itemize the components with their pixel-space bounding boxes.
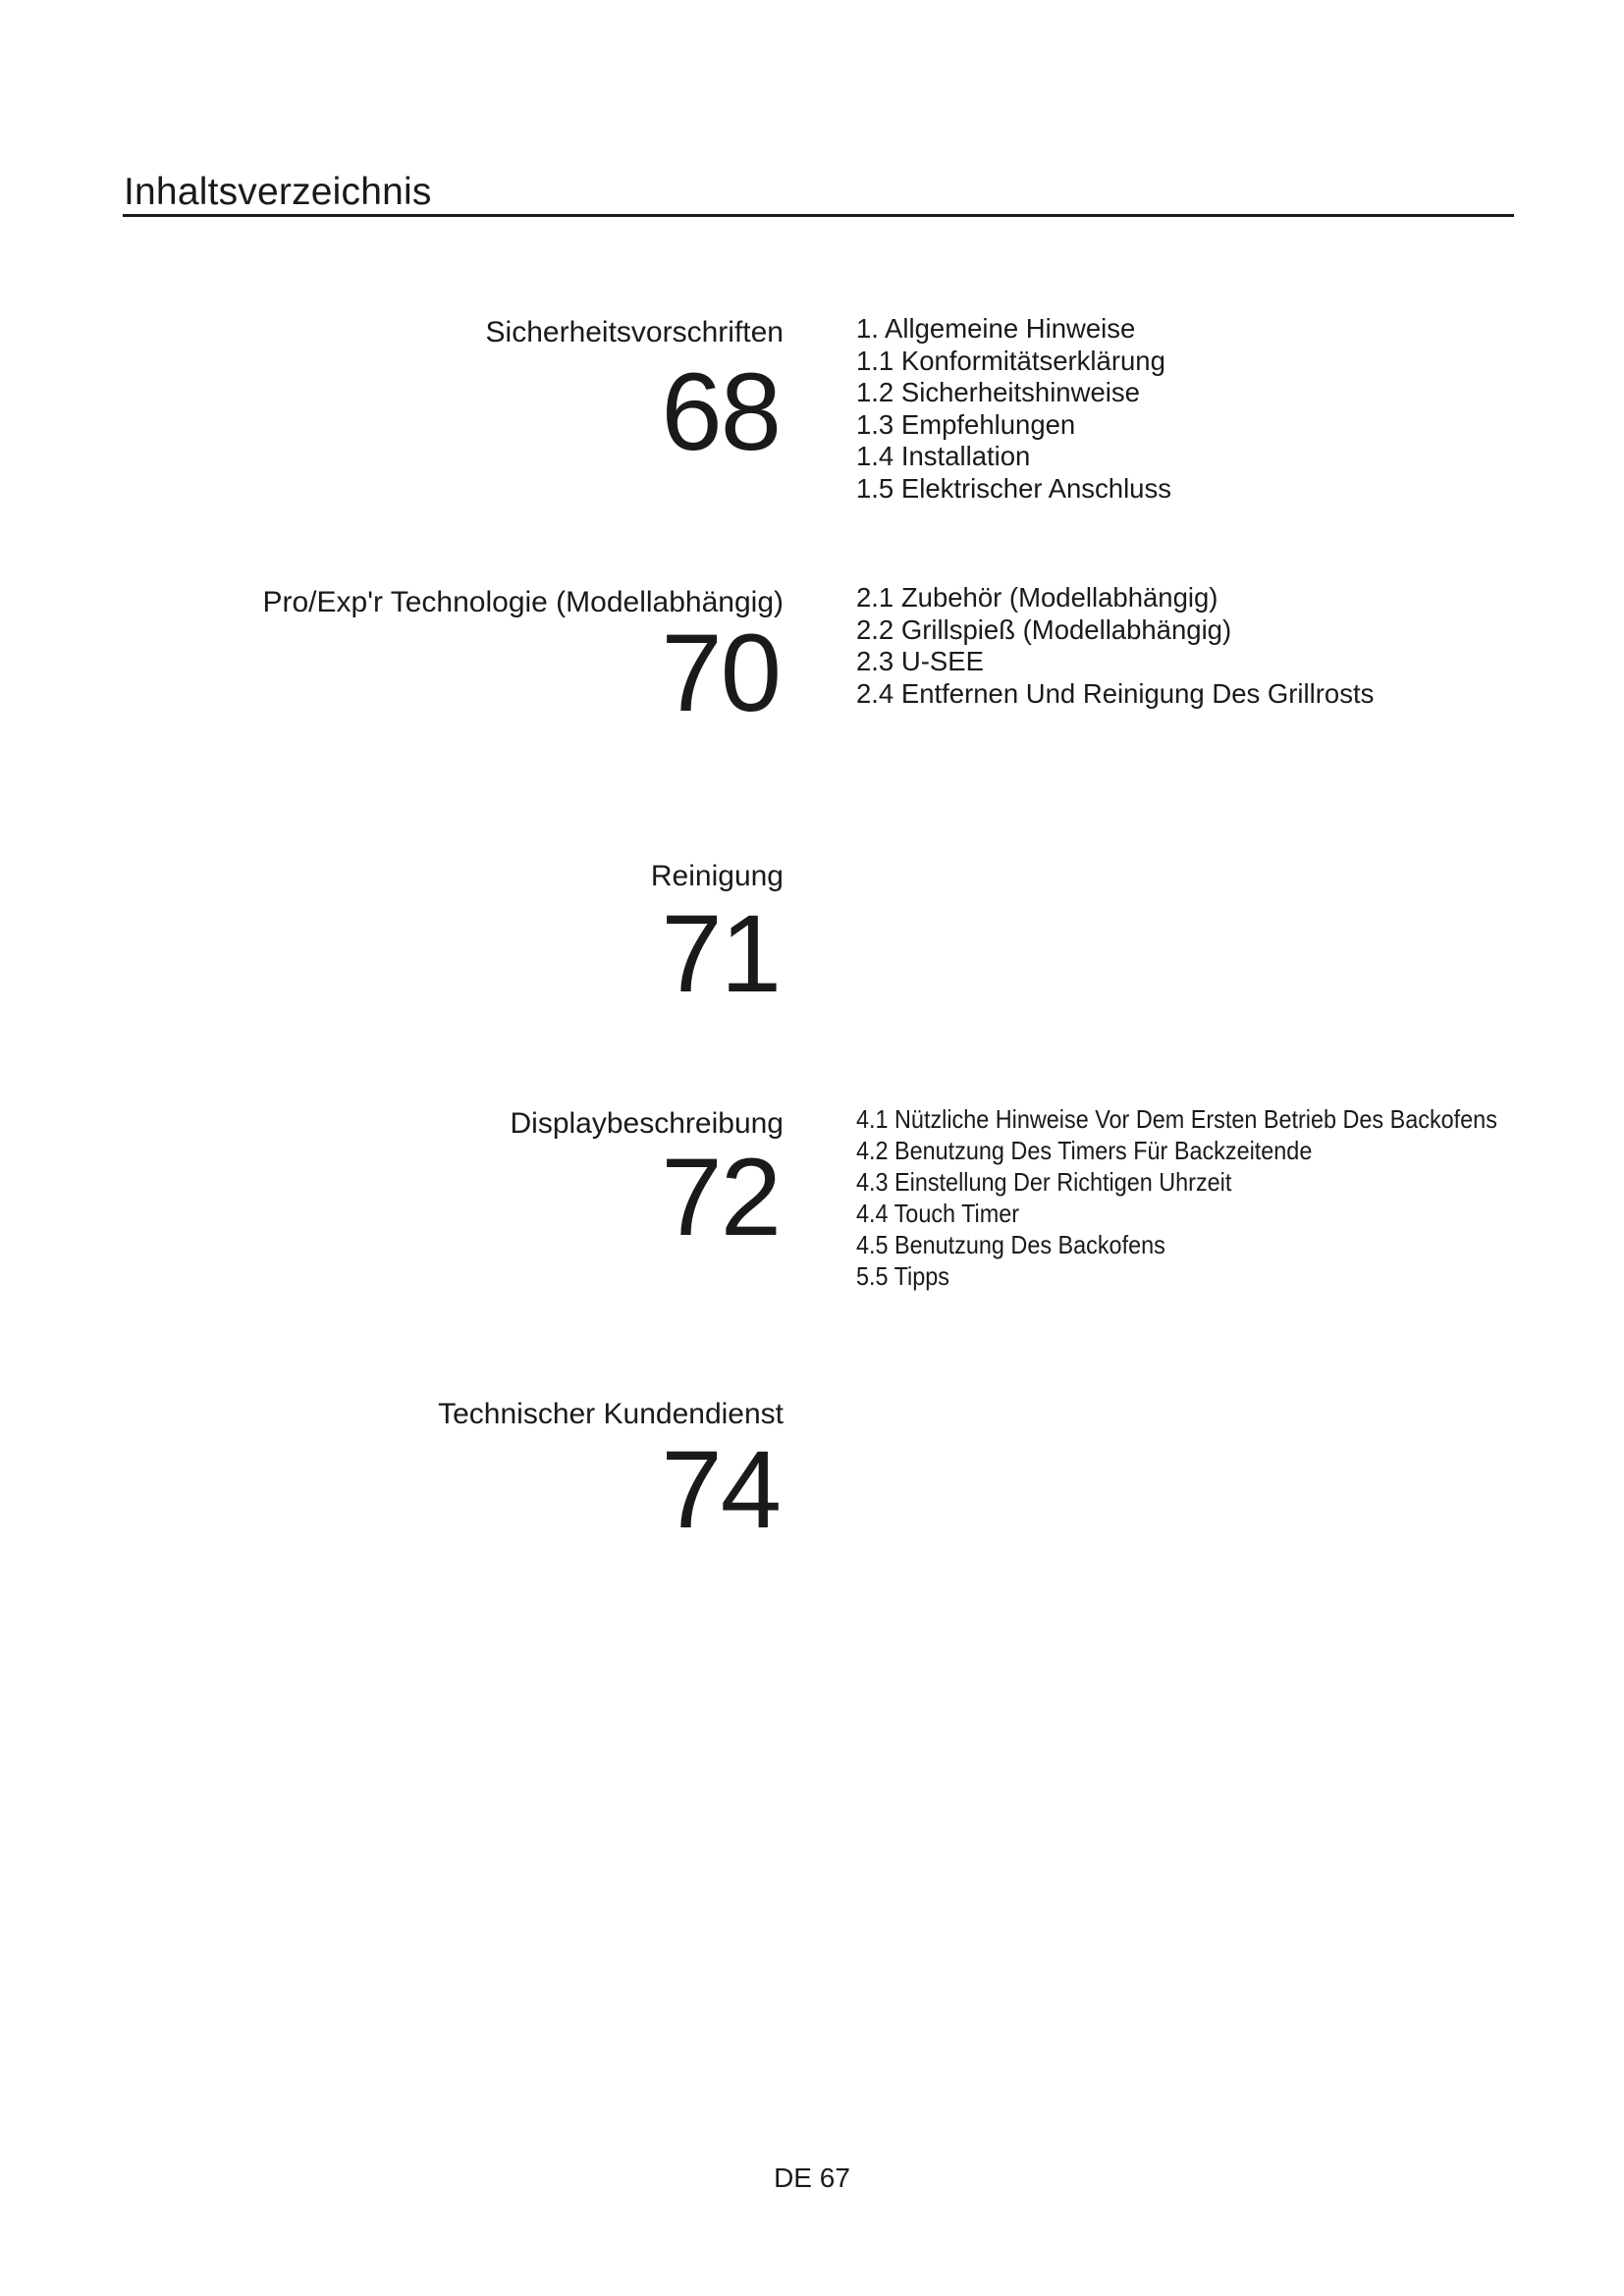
- section-page-number: 68: [661, 350, 780, 473]
- section-title: Pro/Exp'r Technologie (Modellabhängig): [262, 586, 784, 618]
- section-page-number: 70: [661, 612, 780, 734]
- section-title: Displaybeschreibung: [510, 1107, 784, 1140]
- section-page-number: 71: [661, 892, 780, 1015]
- subsection-item: 1.1 Konformitätserklärung: [856, 345, 1165, 376]
- subsection-list: [856, 1103, 1497, 1292]
- subsection-item: 1.4 Installation: [856, 441, 1031, 472]
- section-title: Reinigung: [650, 860, 784, 892]
- page-title: Inhaltsverzeichnis: [124, 171, 432, 213]
- subsection-item: 1.3 Empfehlungen: [856, 408, 1076, 440]
- subsection-item: 4.5 Benutzung Des Backofens: [856, 1230, 1165, 1259]
- subsection-item: 2.3 U-SEE: [856, 646, 984, 677]
- subsection-item: 5.5 Tipps: [856, 1261, 949, 1291]
- subsection-item: 4.1 Nützliche Hinweise Vor Dem Ersten Betrieb Des Backofens: [856, 1104, 1497, 1134]
- section-page-number: 72: [661, 1136, 780, 1258]
- subsection-item: 4.2 Benutzung Des Timers Für Backzeitende: [856, 1136, 1313, 1165]
- subsection-item: 2.4 Entfernen Und Reinigung Des Grillrosts: [856, 677, 1375, 709]
- subsection-item: 4.4 Touch Timer: [856, 1199, 1020, 1228]
- subsection-list: [856, 582, 1374, 710]
- section-title: Technischer Kundendienst: [438, 1398, 784, 1430]
- subsection-list: [856, 313, 1171, 506]
- subsection-item: 1.5 Elektrischer Anschluss: [856, 472, 1171, 504]
- subsection-item: 1.2 Sicherheitshinweise: [856, 377, 1140, 408]
- subsection-item: 2.2 Grillspieß (Modellabhängig): [856, 614, 1232, 645]
- subsection-item: 2.1 Zubehör (Modellabhängig): [856, 582, 1218, 613]
- page-footer-number: DE 67: [774, 2163, 850, 2193]
- title-divider: [123, 214, 1514, 217]
- subsection-item: 1. Allgemeine Hinweise: [856, 313, 1136, 344]
- subsection-item: 4.3 Einstellung Der Richtigen Uhrzeit: [856, 1167, 1232, 1197]
- section-title: Sicherheitsvorschriften: [485, 316, 784, 348]
- section-page-number: 74: [661, 1428, 780, 1551]
